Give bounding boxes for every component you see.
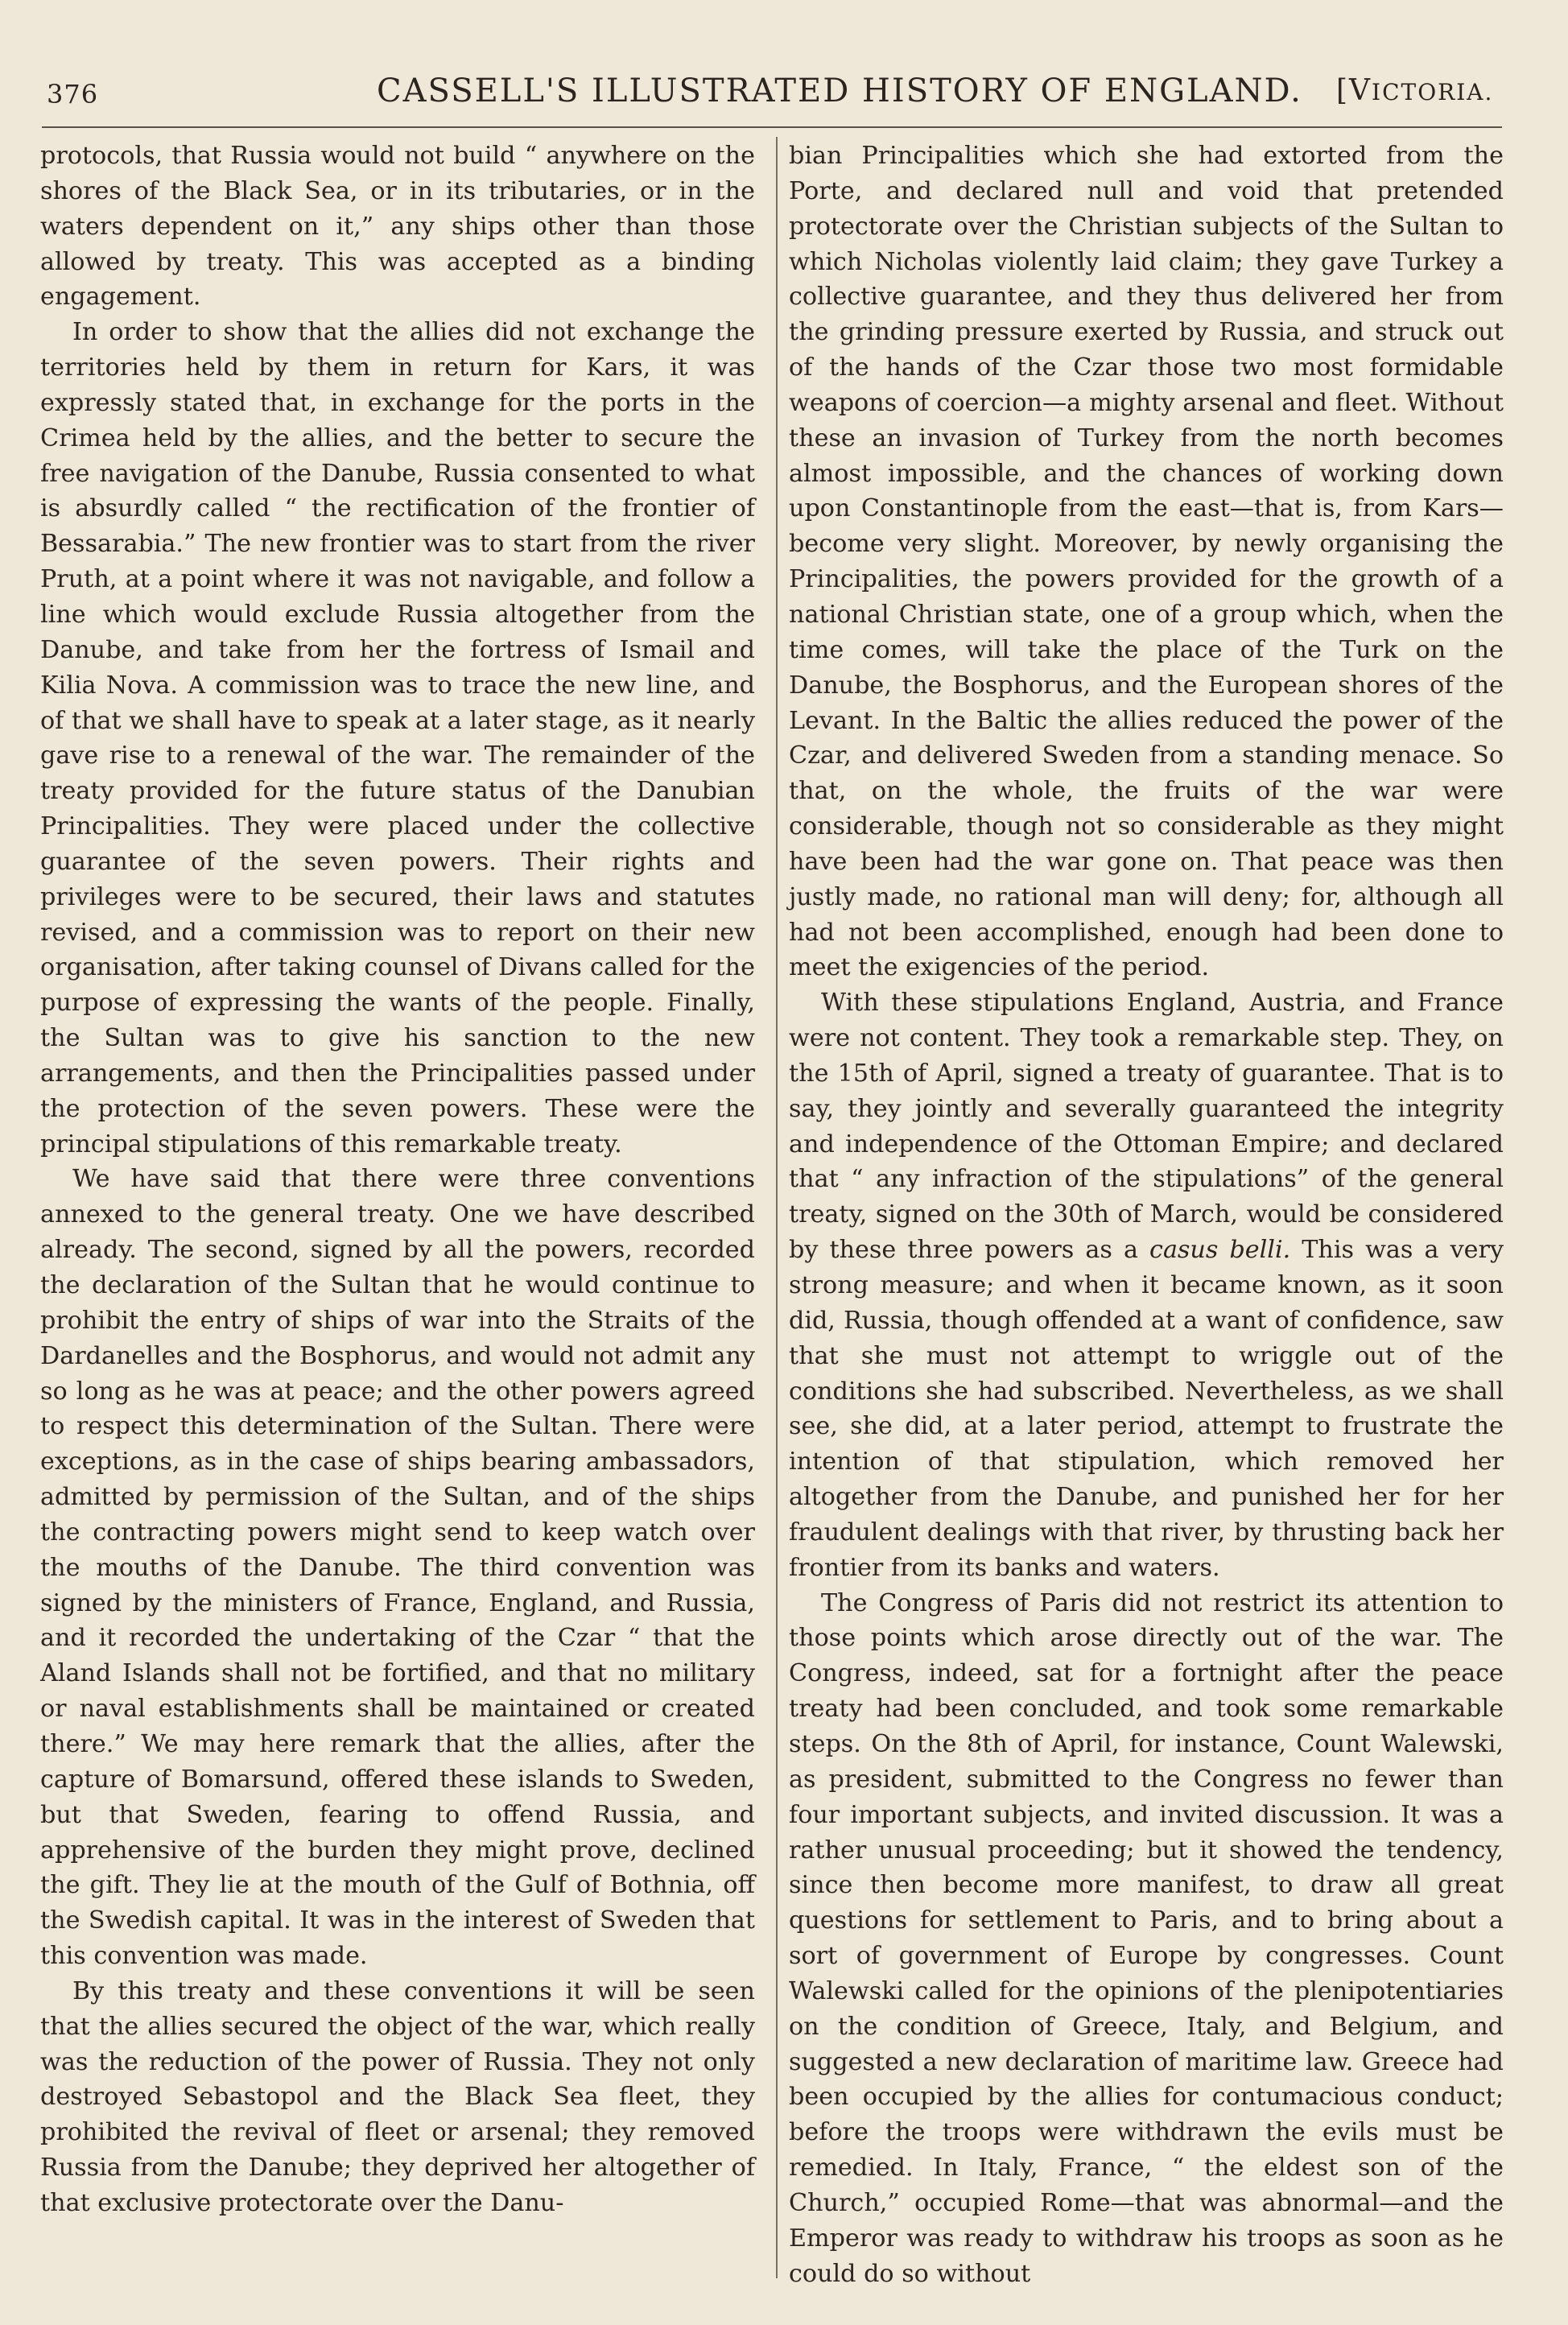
italic-phrase: casus belli. — [1149, 1236, 1291, 1265]
paragraph-text: With these stipulations England, Austria, and France were not content. They took a remarkable step. They, on the 15th of April, signed a treaty of guarantee. That is to say, they jointly and severally guaranteed the integrity and independence of the Ottoman Empire; and declared that “ any infraction of the stipulations” of the general treaty, signed on the 30th of March, would be considered by these three powers as a — [789, 989, 1504, 1265]
paragraph: By this treaty and these conventions it will be seen that the allies secured the object of the war, which really was the reduction of the power of Russia. They not only destroyed Sebastopol and the Black Sea fleet, they prohibited the revival of fleet or arsenal; they removed Russia from the Danube; they deprived her altogether of that exclusive protectorate over the Danu- — [40, 1976, 755, 2217]
section-label — [1336, 74, 1493, 107]
page-number: 376 — [47, 79, 99, 109]
header-rule — [42, 126, 1502, 128]
left-column — [40, 138, 755, 2221]
right-column — [789, 138, 1504, 2291]
paragraph: We have said that there were three conventions annexed to the general treaty. One we have described already. The second, signed by all the powers, recorded the declaration of the Sultan that he would continue to prohibit the entry of ships of war into the Straits of the Dardanelles and the Bosphorus, and would not admit any so long as he was at peace; and the other powers agreed to respect this determination of the Sultan. There were exceptions, as in the case of ships bearing ambassadors, admitted by permission of the Sultan, and of the ships the contracting powers might send to keep watch over the mouths of the Danube. The third convention was signed by the ministers of France, England, and Russia, and it recorded the undertaking of the Czar “ that the Aland Islands shall not be fortified, and that no military or naval establishments shall be maintained or created there.” We may here remark that the allies, after the capture of Bomarsund, offered these islands to Sweden, but that Sweden, fearing to offend Russia, and apprehensive of the burden they might prove, declined the gift. They lie at the mouth of the Gulf of Bothnia, off the Swedish capital. It was in the interest of Sweden that this convention was made. — [40, 1165, 755, 1971]
paragraph: The Congress of Paris did not restrict its attention to those points which arose directly out of the war. The Congress, indeed, sat for a fortnight after the peace treaty had been concluded, and took some remarkable steps. On the 8th of April, for instance, Count Walewski, as president, submitted to the Congress no fewer than four important subjects, and invited discussion. It was a rather unusual proceeding; but it showed the tendency, since then become more manifest, to draw all great questions for settlement to Paris, and to bring about a sort of government of Europe by congresses. Count Walewski called for the opinions of the plenipotentiaries on the condition of Greece, Italy, and Belgium, and suggested a new declaration of maritime law. Greece had been occupied by the allies for contumacious conduct; before the troops were withdrawn the evils must be remedied. In Italy, France, “ the eldest son of the Church,” occupied Rome—that was abnormal—and the Emperor was ready to withdraw his troops as soon as he could do so without — [789, 1588, 1504, 2288]
paragraph: In order to show that the allies did not exchange the territories held by them in return for Kars, it was expressly stated that, in exchange for the ports in the Crimea held by the allies, and the better to secure the free navigation of the Danube, Russia consented to what is absurdly called “ the rectification of the frontier of Bessarabia.” The new frontier was to start from the river Pruth, at a point where it was not navigable, and follow a line which would exclude Russia altogether from the Danube, and take from her the fortress of Ismail and Kilia Nova. A commission was to trace the new line, and of that we shall have to speak at a later stage, as it nearly gave rise to a renewal of the war. The remainder of the treaty provided for the future status of the Danubian Principalities. They were placed under the collective guarantee of the seven powers. Their rights and privileges were to be secured, their laws and statutes revised, and a commission was to report on their new organisation, after taking counsel of Divans called for the purpose of expressing the wants of the people. Finally, the Sultan was to give his sanction to the new arrangements, and then the Principalities passed under the protection of the seven powers. These were the principal stipulations of this remarkable treaty. — [40, 318, 755, 1158]
paragraph — [789, 985, 1504, 1585]
paragraph-text: This was a very strong measure; and when it became known, as it soon did, Russia, though offended at a want of confidence, saw that she must not attempt to wriggle out of the conditions she had subscribed. Nevertheless, as we shall see, she did, at a later period, attempt to frustrate the intention of that stipulation, which removed her altogether from the Danube, and punished her for her fraudulent dealings with that river, by thrusting back her frontier from its banks and waters. — [789, 1236, 1504, 1582]
section-label-prefix: [V — [1336, 74, 1372, 107]
page-header — [47, 71, 1496, 119]
section-label-rest: ICTORIA. — [1372, 79, 1494, 105]
paragraph: protocols, that Russia would not build “ anywhere on the shores of the Black Sea, or in its tributaries, or in the waters dependent on it,” any ships other than those allowed by treaty. This was accepted as a binding engagement. — [40, 142, 755, 312]
running-title: CASSELL'S ILLUSTRATED HISTORY OF ENGLAND. — [377, 72, 1302, 109]
paragraph: bian Principalities which she had extorted from the Porte, and declared null and void that pretended protectorate over the Christian subjects of the Sultan to which Nicholas violently laid claim; they gave Turkey a collective guarantee, and they thus delivered her from the grinding pressure exerted by Russia, and struck out of the hands of the Czar those two most formidable weapons of coercion—a mighty arsenal and fleet. Without these an invasion of Turkey from the north becomes almost impossible, and the chances of working down upon Constantinople from the east—that is, from Kars—become very slight. Moreover, by newly organising the Principalities, the powers provided for the growth of a national Christian state, one of a group which, when the time comes, will take the place of the Turk on the Danube, the Bosphorus, and the European shores of the Levant. In the Baltic the allies reduced the power of the Czar, and delivered Sweden from a standing menace. So that, on the whole, the fruits of the war were considerable, though not so considerable as they might have been had the war gone on. That peace was then justly made, no rational man will deny; for, although all had not been accomplished, enough had been done to meet the exigencies of the period. — [789, 142, 1504, 982]
column-divider — [776, 137, 778, 2278]
